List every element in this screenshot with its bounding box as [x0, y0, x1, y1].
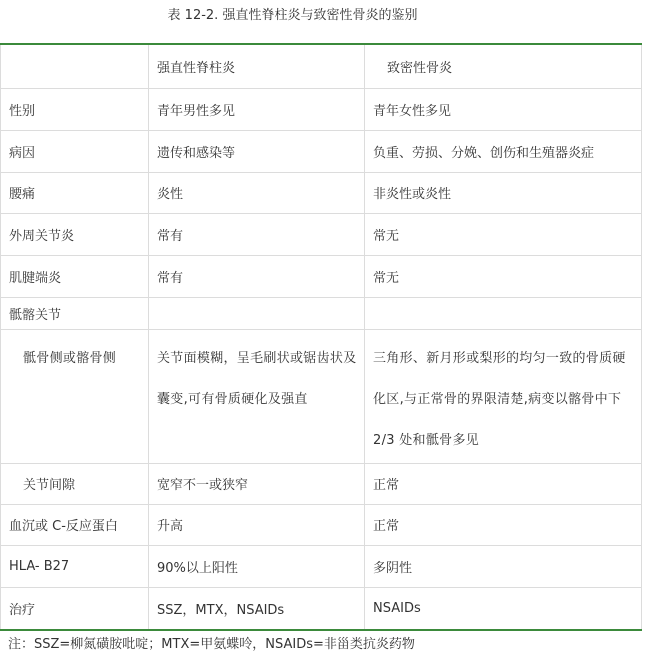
row-cell-oci: 常无	[365, 213, 642, 255]
table-caption: 表 12-2. 强直性脊柱炎与致密性骨炎的鉴别	[167, 8, 418, 23]
row-label: 骶髂关节	[1, 297, 149, 329]
row-label: 病因	[1, 130, 149, 172]
row-label: 腰痛	[1, 172, 149, 213]
row-cell-oci: 青年女性多见	[365, 88, 642, 130]
row-cell-as: 90%以上阳性	[149, 545, 365, 587]
table-row	[1, 88, 642, 130]
row-cell-oci: 三角形、新月形或梨形的均匀一致的骨质硬化区,与正常骨的界限清楚,病变以髂骨中下 2/3 处和骶骨多见	[365, 329, 642, 463]
table-row	[1, 504, 642, 545]
row-cell-as: 青年男性多见	[149, 88, 365, 130]
row-cell-as: SSZ，MTX，NSAIDs	[149, 587, 365, 630]
row-cell-oci: NSAIDs	[365, 587, 642, 630]
row-cell-as: 升高	[149, 504, 365, 545]
row-cell-oci: 正常	[365, 504, 642, 545]
row-cell-as	[149, 297, 365, 329]
row-cell-oci: 非炎性或炎性	[365, 172, 642, 213]
header-cell-empty	[1, 44, 149, 88]
row-label: 性别	[1, 88, 149, 130]
row-cell-as: 常有	[149, 255, 365, 297]
table-row	[1, 463, 642, 504]
row-cell-oci: 多阴性	[365, 545, 642, 587]
row-cell-as: 宽窄不一或狭窄	[149, 463, 365, 504]
table-footnote: 注：SSZ=柳氮磺胺吡啶；MTX=甲氨蝶呤，NSAIDs=非甾类抗炎药物	[8, 637, 415, 652]
table-header-row	[1, 44, 642, 88]
row-cell-oci	[365, 297, 642, 329]
table-row	[1, 172, 642, 213]
row-label: HLA- B27	[1, 545, 149, 587]
row-cell-oci: 负重、劳损、分娩、创伤和生殖器炎症	[365, 130, 642, 172]
table-row	[1, 297, 642, 329]
row-cell-oci: 正常	[365, 463, 642, 504]
row-label: 肌腱端炎	[1, 255, 149, 297]
table-row	[1, 213, 642, 255]
row-label: 骶骨侧或髂骨侧	[1, 329, 149, 463]
row-cell-oci: 常无	[365, 255, 642, 297]
header-cell-oci: 致密性骨炎	[365, 44, 642, 88]
row-cell-as: 炎性	[149, 172, 365, 213]
row-label: 外周关节炎	[1, 213, 149, 255]
row-label: 血沉或 C-反应蛋白	[1, 504, 149, 545]
table-row	[1, 545, 642, 587]
row-cell-as: 常有	[149, 213, 365, 255]
row-cell-as: 关节面模糊，呈毛刷状或锯齿状及囊变,可有骨质硬化及强直	[149, 329, 365, 463]
table-row	[1, 130, 642, 172]
row-label: 治疗	[1, 587, 149, 630]
table-row	[1, 329, 642, 463]
header-cell-as: 强直性脊柱炎	[149, 44, 365, 88]
table-row	[1, 255, 642, 297]
comparison-table	[0, 43, 642, 631]
row-label: 关节间隙	[1, 463, 149, 504]
row-cell-as: 遗传和感染等	[149, 130, 365, 172]
table-row	[1, 587, 642, 630]
